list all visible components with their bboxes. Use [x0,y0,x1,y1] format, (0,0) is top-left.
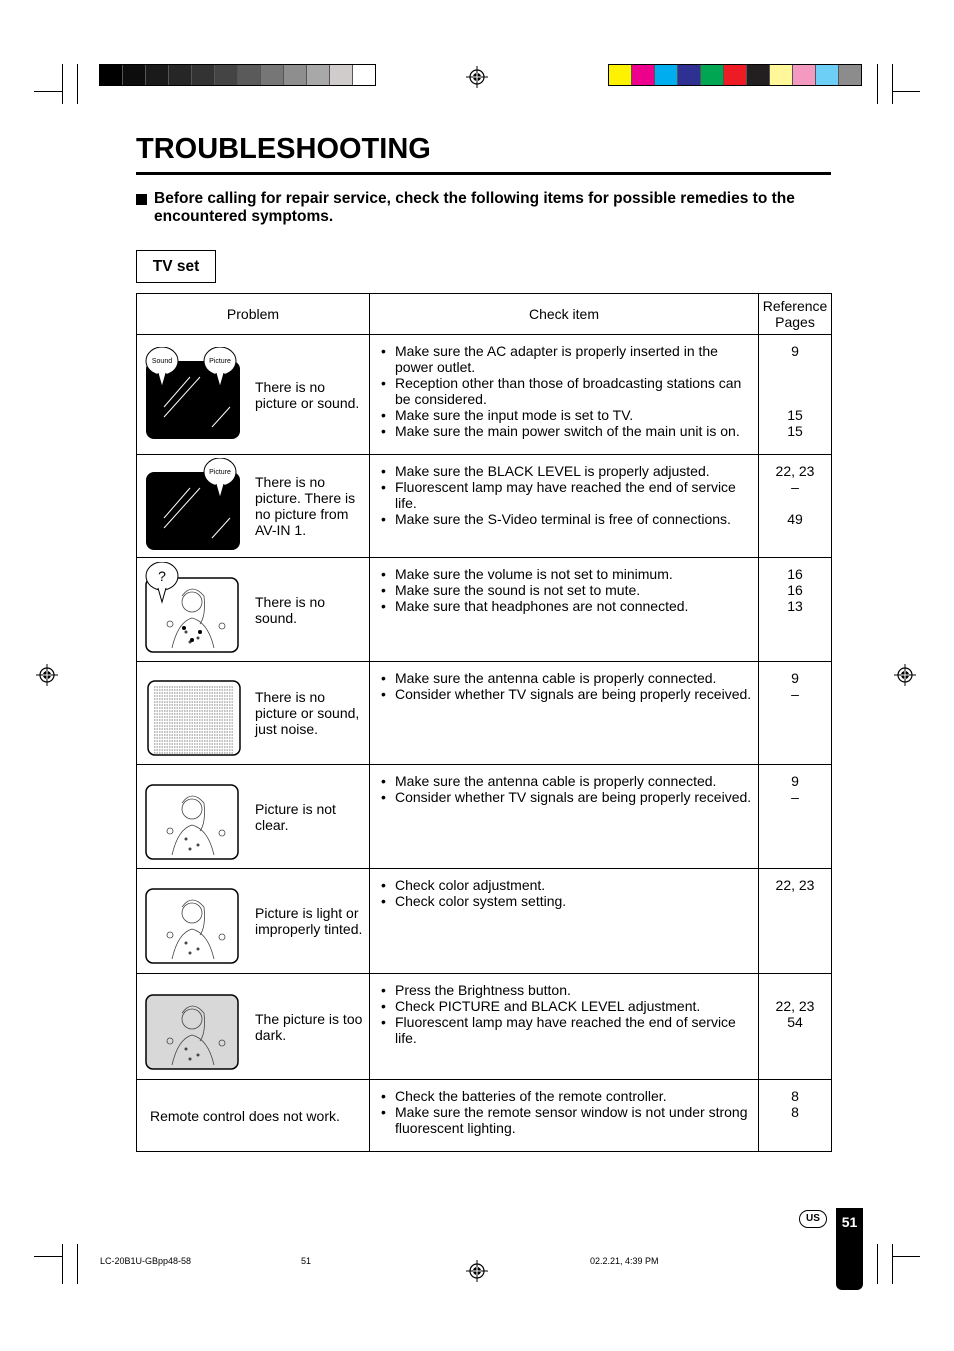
reference-cell [759,662,832,765]
reference-page: 9 [791,670,799,686]
color-swatch [353,65,375,85]
color-swatch [169,65,192,85]
header-problem: Problem [137,294,370,335]
problem-cell [137,765,370,869]
problem-cell [137,869,370,974]
dark-picture-tv-icon [142,979,242,1075]
problem-cell [137,974,370,1080]
no-sound-tv-icon [142,562,242,658]
color-swatch [123,65,146,85]
unclear-picture-tv-icon [142,769,242,865]
check-item: • Reception other than those of broadcasting stations can be considered. [380,375,752,407]
problem-cell [137,335,370,455]
crop-mark [62,1244,63,1284]
intro-text [136,190,826,226]
reference-page: – [791,686,799,702]
crop-mark [77,1244,78,1284]
check-item: • Check color adjustment. [380,877,752,893]
no-picture-tv-icon [142,458,242,554]
check-item: • Make sure the sound is not set to mute. [380,582,752,598]
table-row [137,558,832,662]
table-row [137,869,832,974]
color-swatch [284,65,307,85]
check-cell [370,335,759,455]
check-item: • Press the Brightness button. [380,982,752,998]
reference-page: 9 [791,343,799,359]
reference-page: 15 [787,407,803,423]
tinted-picture-tv-icon [142,873,242,969]
reference-page [759,359,831,375]
registration-mark-icon [466,66,488,88]
reference-cell [759,335,832,455]
check-item: • Fluorescent lamp may have reached the end of service life. [380,1014,752,1046]
problem-text: There is no sound. [255,593,326,626]
registration-mark-icon [466,1260,488,1282]
footer-datetime: 02.2.21, 4:39 PM [590,1256,659,1266]
page-number: 51 [836,1208,863,1290]
reference-page: 16 [787,566,803,582]
reference-page: – [791,789,799,805]
problem-text: Picture is not clear. [255,800,336,833]
crop-mark [34,1256,62,1257]
check-item: • Make sure the remote sensor window is not under strong fluorescent lighting. [380,1104,752,1136]
color-swatch [261,65,284,85]
color-swatch [678,65,701,85]
color-swatch [192,65,215,85]
crop-mark [877,64,878,104]
crop-mark [892,91,920,92]
reference-page: 22, 23 [775,877,815,893]
reference-page: 8 [791,1088,799,1104]
color-swatch [655,65,678,85]
problem-text: There is no picture or sound, just noise. [255,689,360,737]
reference-page [759,982,831,998]
check-item: • Consider whether TV signals are being properly received. [380,686,752,702]
check-item: • Make sure the volume is not set to minimum. [380,566,752,582]
reference-page [759,495,831,511]
bubble-label: Picture [209,357,231,365]
registration-mark-icon [36,664,58,686]
check-cell [370,662,759,765]
reference-page [759,391,831,407]
bubble-label: ? [158,567,166,584]
intro-paragraph: Before calling for repair service, check the following items for possible remedies to the encountered symptoms. [154,190,795,225]
reference-page: 9 [791,773,799,789]
color-swatch [146,65,169,85]
color-swatch [701,65,724,85]
title-underline [136,172,831,175]
check-cell [370,455,759,558]
reference-cell [759,974,832,1080]
color-swatch [609,65,632,85]
crop-mark [892,1244,893,1284]
reference-page: 15 [787,423,803,439]
problem-text: The picture is too dark. [255,1010,363,1043]
footer-page: 51 [301,1256,312,1266]
check-cell [370,869,759,974]
check-item: • Check the batteries of the remote controller. [380,1088,752,1104]
color-swatch [215,65,238,85]
color-bar [608,64,862,86]
reference-page: 22, 23 [775,463,815,479]
problem-text: There is no picture or sound. [255,378,360,411]
problem-cell [137,558,370,662]
check-list [370,662,758,710]
check-item: • Make sure the antenna cable is properly connected. [380,670,752,686]
problem-cell [137,1080,370,1152]
check-cell [370,974,759,1080]
check-item: • Make sure the AC adapter is properly inserted in the power outlet. [380,343,752,375]
table-row [137,662,832,765]
check-item: • Make sure the BLACK LEVEL is properly adjusted. [380,463,752,479]
reference-page: 49 [787,511,803,527]
reference-cell [759,1080,832,1152]
check-item: • Fluorescent lamp may have reached the end of service life. [380,479,752,511]
crop-mark [34,91,62,92]
header-reference-pages: Reference Pages [759,294,832,335]
reference-page [759,375,831,391]
bullet-square-icon [136,194,147,205]
reference-cell [759,455,832,558]
reference-page: 22, 23 [775,998,815,1014]
check-list [370,1080,758,1144]
crop-mark [77,64,78,104]
check-list [370,765,758,813]
check-cell [370,765,759,869]
check-list [370,974,758,1054]
check-item: • Check color system setting. [380,893,752,909]
color-swatch [100,65,123,85]
reference-page: 54 [787,1014,803,1030]
problem-text: There is no picture. There is no picture from AV-IN 1. [255,474,356,538]
color-swatch [839,65,861,85]
problem-cell [137,455,370,558]
color-swatch [238,65,261,85]
color-swatch [816,65,839,85]
check-item: • Check PICTURE and BLACK LEVEL adjustment. [380,998,752,1014]
crop-mark [892,64,893,104]
problem-text: Remote control does not work. [150,1107,340,1124]
check-list [370,869,758,917]
crop-mark [892,1256,920,1257]
reference-page: 13 [787,598,803,614]
table-row [137,1080,832,1152]
reference-page: 16 [787,582,803,598]
reference-page: 8 [791,1104,799,1120]
check-cell [370,558,759,662]
page-title: TROUBLESHOOTING [136,133,431,165]
color-swatch [747,65,770,85]
table-row [137,974,832,1080]
reference-cell [759,765,832,869]
check-list [370,455,758,535]
registration-mark-icon [894,664,916,686]
no-picture-no-sound-tv-icon [142,347,242,443]
grayscale-bar [99,64,376,86]
crop-mark [877,1244,878,1284]
header-check-item: Check item [370,294,759,335]
color-swatch [307,65,330,85]
color-swatch [724,65,747,85]
bubble-label: Sound [151,357,173,365]
check-list [370,558,758,622]
troubleshooting-table [136,293,832,1152]
table-row [137,455,832,558]
check-item: • Make sure the input mode is set to TV. [380,407,752,423]
section-label: TV set [136,250,216,283]
reference-cell [759,558,832,662]
check-cell [370,1080,759,1152]
noise-tv-icon [142,665,242,761]
color-swatch [632,65,655,85]
reference-page: – [791,479,799,495]
color-swatch [793,65,816,85]
table-row [137,765,832,869]
check-item: • Consider whether TV signals are being properly received. [380,789,752,805]
problem-text: Picture is light or improperly tinted. [255,905,363,937]
footer-file: LC-20B1U-GBpp48-58 [100,1256,192,1266]
problem-cell [137,662,370,765]
color-swatch [330,65,353,85]
check-item: • Make sure that headphones are not connected. [380,598,752,614]
region-badge: US [799,1210,827,1228]
check-item: • Make sure the antenna cable is properly connected. [380,773,752,789]
table-row [137,335,832,455]
reference-cell [759,869,832,974]
color-swatch [770,65,793,85]
check-list [370,335,758,447]
check-item: • Make sure the S-Video terminal is free of connections. [380,511,752,527]
bubble-label: Picture [209,469,231,476]
check-item: • Make sure the main power switch of the main unit is on. [380,423,752,439]
crop-mark [62,64,63,104]
